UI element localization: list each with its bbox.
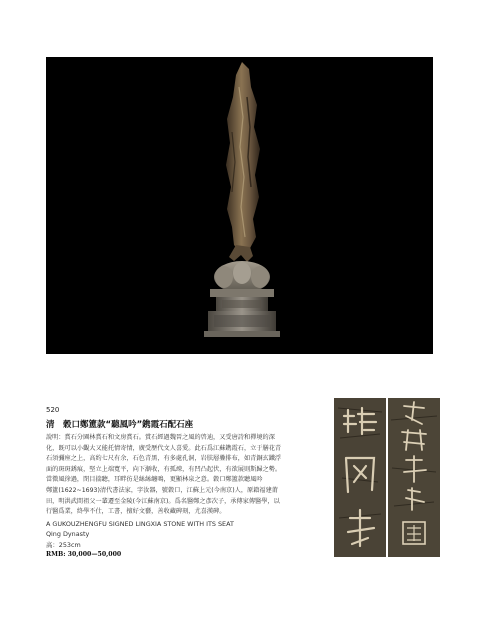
lot-number: 520 [46,406,60,414]
lot-description [46,433,322,518]
description-line: 說明：賞石分園林賞石和文房賞石。賞石經過魏晉之風的啓迪，又受唐詩和禪境的深 [46,434,275,441]
carved-signature-image [388,398,440,557]
english-title: A GUKOUZHENGFU SIGNED LINGXIA STONE WITH ITS SEAT [46,520,234,528]
inscription-detail-photo-right [388,398,440,557]
main-photograph [46,57,433,354]
description-line: 當微風徐過，閉目揣聽，耳畔彷是絲絲纏鳴，更顯林泉之意。穀口鄭簠款聽風吟 [46,476,263,484]
stone-on-seat-illustration [46,57,433,354]
description-line: 鄭簠(1622~1693)清代書法家，字汝器，號穀口，江蘇上元(今南京)人，原籍福建莆 [46,486,278,494]
description-line: 面的斑斑銹痕，堅立上端寬平，向下漸收，有孤竦，有凹凸起伏，有欲展則斯歸之勢。 [46,465,282,473]
carved-inscription-image [334,398,386,557]
pedestal-top [210,289,274,297]
estimate: RMB: 30,000—50,000 [46,551,122,559]
description-line: 化，既可以小觀大又能托情寄情，廣受歷代文人喜愛。此石爲江蘇鎸霞石，立于膳花青 [46,444,282,452]
lot-english-details [46,519,234,561]
dynasty: Qing Dynasty [46,530,90,539]
height: 高：253cm [46,540,81,549]
inscription-detail-photo-left [334,398,386,557]
description-line: 石須彌座之上，高約七尺有余，石色青黑，有多處孔洞，岩肤層疊排布，如青銅玄鐵浮 [46,455,282,463]
description-line: 行醫爲業，終學不仕，工書，擅好文藝，善收藏碑刻，尤喜漢碑。 [46,508,226,516]
description-line: 田，明洪武間祖父一輩遷至金陵(今江蘇南京)。爲名醫鄭之彥次子，承傳家傳醫學，以 [46,497,280,505]
lot-title: 清 穀口鄭簠款“聽風吟”鎸霞石配石座 [46,420,194,430]
